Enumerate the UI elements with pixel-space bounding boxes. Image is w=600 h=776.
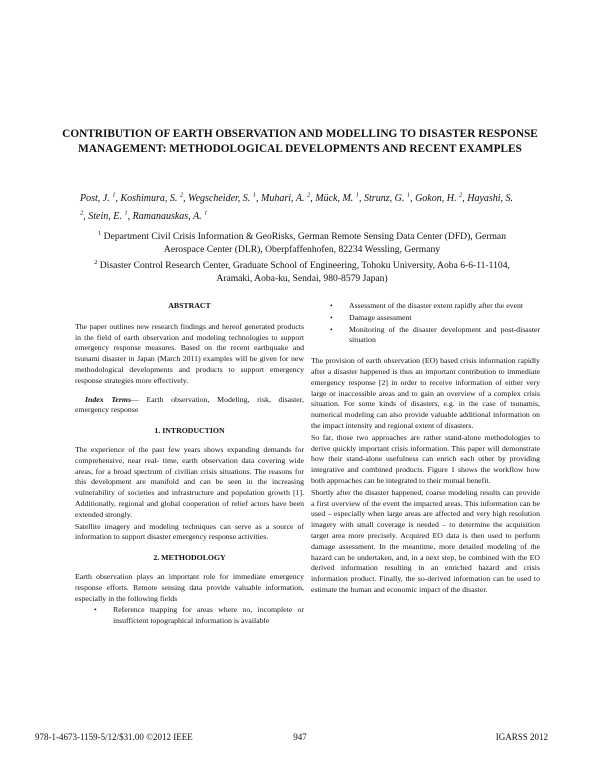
list-item: • Monitoring of the disaster development and post-disaster situation bbox=[330, 324, 540, 345]
author-list bbox=[80, 189, 520, 224]
list-item: • Reference mapping for areas where no, incomplete or insufficient topographical information is available bbox=[94, 605, 304, 626]
affiliation-1: $^1$ Department Civil Crisis Information & GeoRisks, German Remote Sensing Data Center (DFD), German Aerospace Center (DLR), Oberpfaffenhofen, 82234 Wessling, Germany bbox=[98, 230, 506, 255]
bullet-list bbox=[75, 605, 304, 627]
affiliation-2: $^2$ Disaster Control Research Center, Graduate School of Engineering, Tohoku University, Aoba 6-6-11-1104, Aramaki, Aoba-ku, Sendai, 980-8579 Japan) bbox=[94, 258, 510, 284]
bullet-list bbox=[311, 301, 540, 346]
author: Wegscheider, S. $^1$, bbox=[188, 192, 262, 205]
abstract-heading: ABSTRACT bbox=[168, 301, 211, 310]
section-methodology-heading: 2. METHODOLOGY bbox=[153, 553, 226, 563]
author: Hayashi, S. $^2$, bbox=[80, 193, 514, 222]
footer-conference: IGARSS 2012 bbox=[495, 732, 548, 742]
author: Strunz, G. $^1$, bbox=[364, 192, 416, 205]
author: Ramanauskas, A. $^1$ bbox=[132, 209, 208, 222]
methodology-paragraph: So far, those two approaches are rather stand-alone methodologies to derive quickly important crisis information. This paper will demonstrate how their stand-alone usefulness can enrich each other by providing integrative and combined products. Figure 1 shows the workflow how both approaches can be integrated to their mutual benefit. bbox=[311, 432, 540, 485]
left-column bbox=[75, 301, 304, 635]
author: Koshimura, S. $^2$, bbox=[120, 192, 189, 205]
bullet-icon: • bbox=[330, 301, 333, 310]
methodology-paragraph: Shortly after the disaster happened, coarse modeling results can provide a first overview of the event the impacted areas. This information can be used – especially when large areas are affected and very high resolution imagery with small coverage is needed – to determine the acquisition target area more precisely. Acquired EO data is then used to perform damage assessment. In the meantime, more detailed modeling of the hazard can be undertaken, and, in a next step, be combined with the EO derived information resulting in an enriched hazard and crisis information product. Finally, the so-derived information can be used to estimate the human and economic impact of the disaster. bbox=[311, 487, 540, 594]
paper-title: CONTRIBUTION OF EARTH OBSERVATION AND MODELLING TO DISASTER RESPONSE MANAGEMENT: METHODOLOGICAL DEVELOPMENTS AND RECENT EXAMPLES bbox=[62, 128, 538, 155]
intro-paragraph: The experience of the past few years shows expanding demands for comprehensive, near real- time, earth observation data covering wide areas, for a broad spectrum of civilian crisis situations. The reasons for this development are manifold and can be seen in the increasing vulnerability of societies and infrastructure and population growth [1]. Additionally, regional and global cooperation of relief actors have been extended strongly. bbox=[75, 444, 304, 519]
list-item: • Assessment of the disaster extent rapidly after the event bbox=[330, 301, 524, 310]
abstract-text: The paper outlines new research findings and hereof generated products in the field of earth observation and modeling technologies to support emergency response measures. Based on the recent earthquake and tsunami disaster in Japan (March 2011) examples will be given for new methodological developments and products to support emergency response strategies more effectively. bbox=[75, 321, 304, 385]
intro-paragraph: Satellite imagery and modeling techniques can serve as a source of information to support disaster emergency response activities. bbox=[75, 521, 304, 542]
bullet-icon: • bbox=[94, 605, 97, 615]
list-item: • Damage assessment bbox=[330, 312, 412, 322]
bullet-icon: • bbox=[330, 324, 333, 334]
footer-isbn: 978-1-4673-1159-5/12/$31.00 ©2012 IEEE bbox=[35, 732, 193, 742]
affiliations bbox=[82, 228, 522, 286]
methodology-paragraph: Earth observation plays an important role for immediate emergency response efforts. Remote sensing data provide valuable information, especially in the following fields bbox=[75, 571, 304, 603]
bullet-icon: • bbox=[330, 312, 333, 322]
section-introduction-heading: 1. INTRODUCTION bbox=[154, 426, 225, 436]
author: Mück, M. $^1$, bbox=[315, 192, 365, 205]
methodology-paragraph: The provision of earth observation (EO) based crisis information rapidly after a disaster happened is thus an important contribution to immediate emergency response [2] in order to receive information of either very large or inaccessible areas and to gain an overview of a complex crisis situation. For some kinds of disasters, e.g. in the case of tsunamis, numerical modeling can also provide valuable additional information on the impact intensity and regional extent of disasters. bbox=[311, 356, 540, 430]
author: Muhari, A. $^2$, bbox=[261, 192, 316, 205]
index-terms-label: Index Terms bbox=[85, 394, 131, 404]
right-column bbox=[311, 301, 540, 597]
footer-page-number: 947 bbox=[293, 732, 307, 742]
author: Gokon, H. $^2$, bbox=[415, 192, 468, 205]
index-terms: Index Terms— Earth observation, Modeling, risk, disaster, emergency response bbox=[75, 394, 305, 415]
author: Stein, E. $^1$, bbox=[88, 209, 133, 222]
author: Post, J. $^1$, bbox=[80, 192, 121, 205]
